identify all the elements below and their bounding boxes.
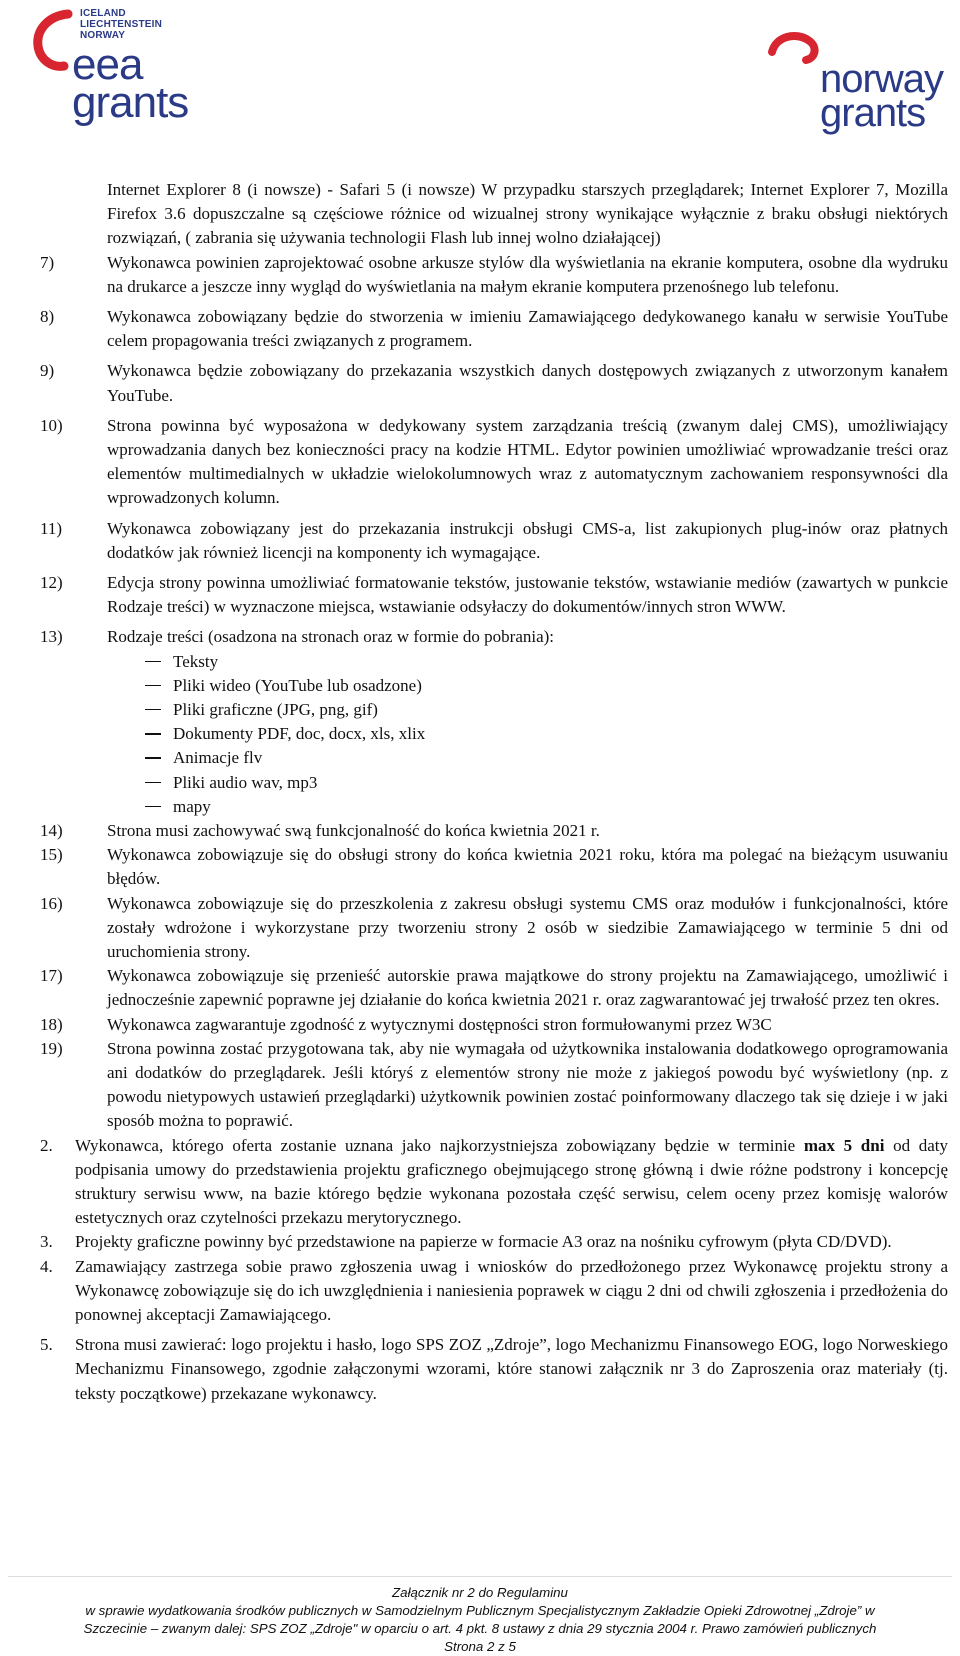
list-item: 10) Strona powinna być wyposażona w dedykowany system zarządzania treścią (zwanym dalej CMS), umożliwiający wprowadzania danych bez konieczności pracy na kodzie HTML. Edytor powinien umożliwiać wprowadzanie treści oraz elementów multimedialnych w układzie wielokolumnowych wraz z automatycznym zachowaniem responsywności dla wprowadzonych kolumn. — [40, 415, 948, 508]
eea-countries: ICELAND LIECHTENSTEIN NORWAY — [80, 8, 163, 41]
dash-icon — [145, 685, 161, 686]
footer-divider — [8, 1576, 952, 1577]
list-item: 17) Wykonawca zobowiązuje się przenieść autorskie prawa majątkowe do strony projektu na Zamawiającego, umożliwić i jednocześnie zapewnić poprawne jej działanie do końca kwietnia 2021 r. oraz zagwarantować jej trwałość przez ten okres. — [40, 966, 948, 1010]
content-type-item: mapy — [40, 795, 948, 819]
dash-icon — [145, 733, 161, 734]
list-item: 14) Strona musi zachowywać swą funkcjonalność do końca kwietnia 2021 r. — [40, 820, 600, 840]
list-item: 16) Wykonawca zobowiązuje się do przeszkolenia z zakresu obsługi systemu CMS oraz modułów i funkcjonalności, które zostały wdrożone i wykorzystane przy tworzeniu strony 2 osób w siedzibie Zamawiającego w terminie 5 dni od uruchomienia strony. — [40, 893, 948, 961]
list-item: 9) Wykonawca będzie zobowiązany do przekazania wszystkich danych dostępowych związanych z utworzonym kanałem YouTube. — [40, 361, 948, 405]
list-item: 18) Wykonawca zagwarantuje zgodność z wytycznymi dostępności stron formułowanymi przez W3C — [40, 1014, 772, 1034]
norway-logo-text: norway grants — [820, 57, 943, 135]
eea-logo-text: eea grants — [72, 40, 189, 127]
content-type-item: Teksty — [40, 650, 948, 674]
content-type-item: Pliki wideo (YouTube lub osadzone) — [40, 674, 948, 698]
list-item: 13) Rodzaje treści (osadzona na stronach oraz w formie do pobrania): — [40, 627, 555, 647]
list-item: 19) Strona powinna zostać przygotowana tak, aby nie wymagała od użytkownika instalowania dodatkowego oprogramowania ani dodatków do przeglądarek. Jeśli któryś z elementów strony nie może z jakiegoś powodu być wyświetlony (np. z powodu nietypowych ustawień przeglądarki) użytkownik powinien zostać poinformowany dlaczego tak się dzieje i w jaki sposób można to poprawić. — [40, 1038, 948, 1131]
list-item: 12) Edycja strony powinna umożliwiać formatowanie tekstów, justowanie tekstów, wstawianie mediów (zawartych w punkcie Rodzaje treści) w wyznaczone miejsca, wstawianie odsyłaczy do dokumentów/innych stron WWW. — [40, 573, 948, 617]
page-number: Strona 2 z 5 — [444, 1639, 516, 1654]
list-item: 7) Wykonawca powinien zaprojektować osobne arkusze stylów dla wyświetlania na ekranie komputera, osobne dla wydruku na drukarce a jeszcze inny wygląd do wyświetlania na małym ekranie komputera przenośnego lub telefonu. — [40, 252, 948, 296]
list-item: 8) Wykonawca zobowiązany będzie do stworzenia w imieniu Zamawiającego dedykowanego kanału w serwisie YouTube celem propagowania treści związanych z programem. — [40, 307, 948, 351]
section-3: 3. Projekty graficzne powinny być przedstawione na papierze w formacie A3 oraz na nośniku cyfrowym (płyta CD/DVD). — [40, 1232, 892, 1252]
section-4: 4. Zamawiający zastrzega sobie prawo zgłoszenia uwag i wniosków do przedłożonego przez Wykonawcę projektu strony a Wykonawcę zobowiązuje się do ich uwzględnienia i naniesienia poprawek w ciągu 2 dni od chwili zgłoszenia i przedłożenia do ponownej akceptacji Zamawiającego. — [40, 1256, 948, 1325]
list-item: 11) Wykonawca zobowiązany jest do przekazania instrukcji obsługi CMS-a, list zakupionych plug-inów oraz płatnych dodatków jak również licencji na komponenty ich wymagające. — [40, 518, 948, 562]
dash-icon — [145, 757, 161, 758]
norway-swirl-icon — [766, 28, 826, 68]
dash-icon — [145, 661, 161, 662]
content-type-item: Animacje flv — [40, 746, 948, 770]
dash-icon — [145, 806, 161, 807]
norway-grants-logo — [800, 28, 960, 136]
list-item: 15) Wykonawca zobowiązuje się do obsługi strony do końca kwietnia 2021 roku, która ma polegać na bieżącym usuwaniu błędów. — [40, 845, 948, 889]
document-body — [40, 178, 948, 1406]
eea-grants-logo — [30, 6, 200, 127]
dash-icon — [145, 709, 161, 710]
page-footer: Załącznik nr 2 do Regulaminu w sprawie wydatkowania środków publicznych w Samodzielnym Publicznym Specjalistycznym Zakładzie Opieki Zdrowotnej „Zdroje” w Szczecinie – zwanym dalej: SPS ZOZ „Zdroje" w oparciu o art. 4 pkt. 8 ustawy z dnia 29 stycznia 2004 r. Prawo zamówień publicznych Strona 2 z 5 — [0, 1584, 960, 1656]
section-5: 5. Strona musi zawierać: logo projektu i hasło, logo SPS ZOZ „Zdroje”, logo Mechanizmu Finansowego EOG, logo Norweskiego Mechanizmu Finansowego, zgodnie załączonymi wzorami, które stanowi załącznik nr 3 do Zaproszenia oraz materiały (tj. teksty początkowe) przekazane wykonawcy. — [40, 1335, 948, 1403]
content-type-item: Pliki graficzne (JPG, png, gif) — [40, 698, 948, 722]
intro-paragraph: Internet Explorer 8 (i nowsze) - Safari 5 (i nowsze) W przypadku starszych przeglądarek; Internet Explorer 7, Mozilla Firefox 3.6 dopuszczalne są częściowe różnice od wizualnej strony wynikające wyłącznie z braku obsługi niektórych rozwiązań, ( zabrania się używania technologii Flash lub innej wolno działającej) — [107, 180, 948, 248]
section-2: 2. Wykonawca, którego oferta zostanie uznana jako najkorzystniejsza zobowiązany będzie w terminie max 5 dni od daty podpisania umowy do przedstawienia projektu graficznego obejmującego stronę główną i dwie różne podstrony i koncepcję struktury serwisu www, na bazie którego będzie wykonana pozostała część serwisu, celem oceny przez komisję walorów estetycznych oraz czytelności przekazu merytorycznego. — [40, 1135, 948, 1228]
dash-icon — [145, 782, 161, 783]
content-type-item: Dokumenty PDF, doc, docx, xls, xlix — [40, 722, 948, 746]
content-type-item: Pliki audio wav, mp3 — [40, 771, 948, 795]
